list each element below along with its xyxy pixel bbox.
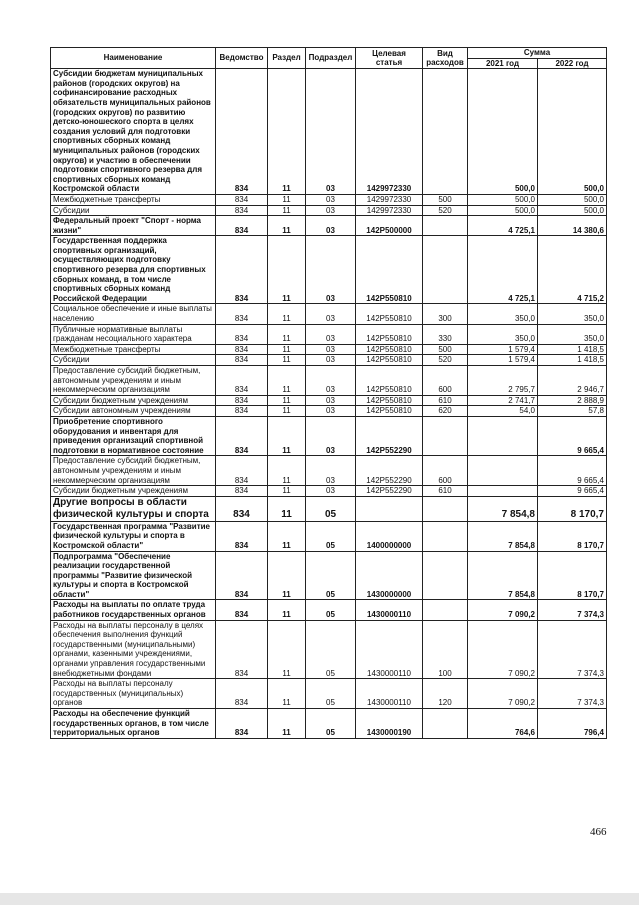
table-row <box>51 456 607 486</box>
cell-kind <box>423 216 468 236</box>
table-row <box>51 355 607 366</box>
header-year-2022: 2022 год <box>538 58 607 69</box>
cell-kind: 300 <box>423 304 468 324</box>
cell-target: 1430000110 <box>356 600 423 620</box>
cell-name: Другие вопросы в области физической культуры и спорта <box>51 496 216 521</box>
table-row <box>51 486 607 497</box>
cell-y2022: 350,0 <box>538 304 607 324</box>
cell-y2022: 14 380,6 <box>538 216 607 236</box>
cell-target: 142P550810 <box>356 324 423 344</box>
cell-section: 11 <box>268 344 306 355</box>
cell-target: 1429972330 <box>356 69 423 195</box>
cell-name: Субсидии <box>51 205 216 216</box>
cell-target: 142P552290 <box>356 456 423 486</box>
cell-y2021: 500,0 <box>468 205 538 216</box>
cell-name: Подпрограмма "Обеспечение реализации государственной программы "Развитие физической культуры и спорта в Костромской области" <box>51 551 216 600</box>
cell-kind: 120 <box>423 679 468 709</box>
cell-subsection: 05 <box>306 709 356 739</box>
cell-y2021 <box>468 456 538 486</box>
cell-dept: 834 <box>216 486 268 497</box>
cell-name: Расходы на выплаты персоналу государственных (муниципальных) органов <box>51 679 216 709</box>
cell-target: 142P550810 <box>356 236 423 304</box>
cell-dept: 834 <box>216 551 268 600</box>
cell-dept: 834 <box>216 216 268 236</box>
table-row <box>51 344 607 355</box>
cell-subsection: 05 <box>306 551 356 600</box>
cell-y2022: 796,4 <box>538 709 607 739</box>
cell-section: 11 <box>268 395 306 406</box>
cell-y2021: 1 579,4 <box>468 344 538 355</box>
table-row <box>51 416 607 455</box>
cell-kind <box>423 551 468 600</box>
cell-dept: 834 <box>216 521 268 551</box>
header-target: Целевая статья <box>356 48 423 69</box>
cell-target: 1430000110 <box>356 679 423 709</box>
cell-subsection: 05 <box>306 600 356 620</box>
cell-target: 142P552290 <box>356 416 423 455</box>
cell-name: Предоставление субсидий бюджетным, автономным учреждениям и иным некоммерческим организациям <box>51 456 216 486</box>
cell-subsection: 03 <box>306 69 356 195</box>
cell-kind <box>423 69 468 195</box>
cell-name: Расходы на обеспечение функций государственных органов, в том числе территориальных органов <box>51 709 216 739</box>
cell-dept: 834 <box>216 496 268 521</box>
cell-y2021: 4 725,1 <box>468 216 538 236</box>
cell-y2022: 350,0 <box>538 324 607 344</box>
cell-kind: 520 <box>423 205 468 216</box>
cell-subsection: 03 <box>306 355 356 366</box>
cell-y2021: 1 579,4 <box>468 355 538 366</box>
cell-dept: 834 <box>216 620 268 679</box>
cell-subsection: 03 <box>306 395 356 406</box>
cell-name: Расходы на выплаты по оплате труда работников государственных органов <box>51 600 216 620</box>
cell-kind: 610 <box>423 395 468 406</box>
scan-edge <box>0 893 639 905</box>
cell-target: 1430000110 <box>356 620 423 679</box>
cell-kind <box>423 600 468 620</box>
cell-y2021: 7 854,8 <box>468 551 538 600</box>
cell-y2021: 350,0 <box>468 324 538 344</box>
cell-section: 11 <box>268 236 306 304</box>
cell-section: 11 <box>268 679 306 709</box>
cell-subsection: 03 <box>306 194 356 205</box>
cell-name: Субсидии бюджетным учреждениям <box>51 395 216 406</box>
cell-name: Федеральный проект "Спорт - норма жизни" <box>51 216 216 236</box>
header-subsection: Подраздел <box>306 48 356 69</box>
cell-y2022: 4 715,2 <box>538 236 607 304</box>
cell-subsection: 05 <box>306 496 356 521</box>
cell-section: 11 <box>268 366 306 396</box>
cell-y2022: 9 665,4 <box>538 486 607 497</box>
header-sum: Сумма <box>468 48 607 59</box>
cell-y2021: 7 854,8 <box>468 521 538 551</box>
cell-target: 1429972330 <box>356 205 423 216</box>
cell-target: 142P550810 <box>356 304 423 324</box>
cell-section: 11 <box>268 620 306 679</box>
cell-name: Приобретение спортивного оборудования и инвентаря для приведения организаций спортивной подготовки в нормативное состояние <box>51 416 216 455</box>
cell-name: Межбюджетные трансферты <box>51 344 216 355</box>
table-row <box>51 236 607 304</box>
budget-table <box>50 47 607 739</box>
table-row <box>51 406 607 417</box>
cell-y2022: 9 665,4 <box>538 456 607 486</box>
cell-name: Субсидии бюджетным учреждениям <box>51 486 216 497</box>
cell-dept: 834 <box>216 355 268 366</box>
table-row <box>51 551 607 600</box>
cell-kind: 610 <box>423 486 468 497</box>
cell-y2022: 500,0 <box>538 69 607 195</box>
table-row <box>51 395 607 406</box>
cell-name: Предоставление субсидий бюджетным, автономным учреждениям и иным некоммерческим организациям <box>51 366 216 396</box>
cell-dept: 834 <box>216 304 268 324</box>
cell-name: Социальное обеспечение и иные выплаты населению <box>51 304 216 324</box>
cell-name: Субсидии <box>51 355 216 366</box>
cell-y2022: 1 418,5 <box>538 355 607 366</box>
cell-section: 11 <box>268 205 306 216</box>
cell-dept: 834 <box>216 600 268 620</box>
header-dept: Ведомство <box>216 48 268 69</box>
cell-target <box>356 496 423 521</box>
cell-y2022: 8 170,7 <box>538 496 607 521</box>
table-row <box>51 216 607 236</box>
cell-section: 11 <box>268 496 306 521</box>
cell-section: 11 <box>268 521 306 551</box>
cell-kind <box>423 416 468 455</box>
cell-subsection: 03 <box>306 205 356 216</box>
table-row <box>51 600 607 620</box>
table-row <box>51 205 607 216</box>
table-row <box>51 620 607 679</box>
cell-name: Субсидии бюджетам муниципальных районов (городских округов) на софинансирование расходных обязательств муниципальных районов (городских округов) по развитию детско-юношеского спорта в целях создания условий для подготовки спортивных сборных команд муниципальных районов (городских округов) и участию в обеспечении подготовки спортивного резерва для спортивных сборных команд Костромской области <box>51 69 216 195</box>
cell-y2022: 1 418,5 <box>538 344 607 355</box>
cell-target: 142P550810 <box>356 406 423 417</box>
cell-dept: 834 <box>216 709 268 739</box>
table-body <box>51 69 607 739</box>
cell-kind: 600 <box>423 366 468 396</box>
cell-target: 142P550810 <box>356 395 423 406</box>
cell-dept: 834 <box>216 205 268 216</box>
cell-y2021: 7 090,2 <box>468 620 538 679</box>
cell-subsection: 05 <box>306 679 356 709</box>
cell-subsection: 03 <box>306 304 356 324</box>
cell-target: 142P500000 <box>356 216 423 236</box>
cell-y2021: 7 090,2 <box>468 679 538 709</box>
header-name: Наименование <box>51 48 216 69</box>
cell-dept: 834 <box>216 416 268 455</box>
cell-name: Публичные нормативные выплаты гражданам несоциального характера <box>51 324 216 344</box>
cell-y2021: 764,6 <box>468 709 538 739</box>
cell-subsection: 03 <box>306 236 356 304</box>
cell-y2021: 4 725,1 <box>468 236 538 304</box>
cell-dept: 834 <box>216 236 268 304</box>
cell-section: 11 <box>268 486 306 497</box>
table-row <box>51 679 607 709</box>
cell-name: Субсидии автономным учреждениям <box>51 406 216 417</box>
cell-subsection: 05 <box>306 620 356 679</box>
cell-section: 11 <box>268 69 306 195</box>
table-row <box>51 366 607 396</box>
cell-y2021: 7 090,2 <box>468 600 538 620</box>
cell-y2021: 2 795,7 <box>468 366 538 396</box>
table-row <box>51 324 607 344</box>
cell-section: 11 <box>268 551 306 600</box>
cell-y2022: 7 374,3 <box>538 600 607 620</box>
cell-kind: 600 <box>423 456 468 486</box>
cell-section: 11 <box>268 216 306 236</box>
header-section: Раздел <box>268 48 306 69</box>
cell-dept: 834 <box>216 406 268 417</box>
cell-y2021 <box>468 416 538 455</box>
cell-subsection: 03 <box>306 456 356 486</box>
cell-dept: 834 <box>216 456 268 486</box>
cell-y2021: 2 741,7 <box>468 395 538 406</box>
cell-y2022: 9 665,4 <box>538 416 607 455</box>
cell-target: 142P550810 <box>356 355 423 366</box>
cell-kind <box>423 236 468 304</box>
table-row <box>51 496 607 521</box>
cell-section: 11 <box>268 600 306 620</box>
cell-section: 11 <box>268 194 306 205</box>
cell-target: 1429972330 <box>356 194 423 205</box>
cell-y2021: 500,0 <box>468 194 538 205</box>
cell-target: 1400000000 <box>356 521 423 551</box>
cell-subsection: 03 <box>306 216 356 236</box>
cell-name: Межбюджетные трансферты <box>51 194 216 205</box>
cell-y2021 <box>468 486 538 497</box>
cell-y2022: 2 946,7 <box>538 366 607 396</box>
table-row <box>51 304 607 324</box>
cell-section: 11 <box>268 709 306 739</box>
cell-target: 1430000000 <box>356 551 423 600</box>
cell-dept: 834 <box>216 395 268 406</box>
cell-subsection: 03 <box>306 366 356 396</box>
cell-y2022: 7 374,3 <box>538 620 607 679</box>
cell-section: 11 <box>268 456 306 486</box>
cell-y2022: 500,0 <box>538 194 607 205</box>
cell-dept: 834 <box>216 194 268 205</box>
page-number: 466 <box>590 826 607 838</box>
cell-section: 11 <box>268 406 306 417</box>
cell-section: 11 <box>268 304 306 324</box>
cell-y2022: 57,8 <box>538 406 607 417</box>
table-row <box>51 521 607 551</box>
cell-subsection: 03 <box>306 486 356 497</box>
cell-y2022: 2 888,9 <box>538 395 607 406</box>
cell-y2022: 8 170,7 <box>538 551 607 600</box>
cell-dept: 834 <box>216 69 268 195</box>
cell-name: Государственная программа "Развитие физической культуры и спорта в Костромской области" <box>51 521 216 551</box>
cell-y2021: 500,0 <box>468 69 538 195</box>
cell-kind: 100 <box>423 620 468 679</box>
cell-name: Государственная поддержка спортивных организаций, осуществляющих подготовку спортивного резерва для спортивных сборных команд, в том числе спортивных сборных команд Российской Федерации <box>51 236 216 304</box>
cell-y2021: 350,0 <box>468 304 538 324</box>
cell-target: 142P552290 <box>356 486 423 497</box>
cell-kind: 520 <box>423 355 468 366</box>
cell-kind: 620 <box>423 406 468 417</box>
cell-section: 11 <box>268 324 306 344</box>
cell-kind <box>423 709 468 739</box>
cell-dept: 834 <box>216 366 268 396</box>
header-kind: Вид расходов <box>423 48 468 69</box>
cell-kind <box>423 496 468 521</box>
cell-y2022: 8 170,7 <box>538 521 607 551</box>
cell-target: 142P550810 <box>356 366 423 396</box>
cell-subsection: 03 <box>306 416 356 455</box>
cell-kind: 330 <box>423 324 468 344</box>
cell-subsection: 05 <box>306 521 356 551</box>
cell-y2022: 500,0 <box>538 205 607 216</box>
cell-subsection: 03 <box>306 406 356 417</box>
cell-subsection: 03 <box>306 324 356 344</box>
table-row <box>51 709 607 739</box>
cell-target: 142P550810 <box>356 344 423 355</box>
header-year-2021: 2021 год <box>468 58 538 69</box>
cell-y2021: 54,0 <box>468 406 538 417</box>
cell-subsection: 03 <box>306 344 356 355</box>
cell-dept: 834 <box>216 679 268 709</box>
cell-dept: 834 <box>216 324 268 344</box>
cell-kind <box>423 521 468 551</box>
cell-section: 11 <box>268 355 306 366</box>
cell-name: Расходы на выплаты персоналу в целях обеспечения выполнения функций государственными (муниципальными) органами, казенными учреждениями, органами управления государственными внебюджетными фондами <box>51 620 216 679</box>
cell-y2022: 7 374,3 <box>538 679 607 709</box>
cell-y2021: 7 854,8 <box>468 496 538 521</box>
table-row <box>51 69 607 195</box>
table-row <box>51 194 607 205</box>
cell-target: 1430000190 <box>356 709 423 739</box>
cell-kind: 500 <box>423 194 468 205</box>
cell-kind: 500 <box>423 344 468 355</box>
cell-section: 11 <box>268 416 306 455</box>
cell-dept: 834 <box>216 344 268 355</box>
